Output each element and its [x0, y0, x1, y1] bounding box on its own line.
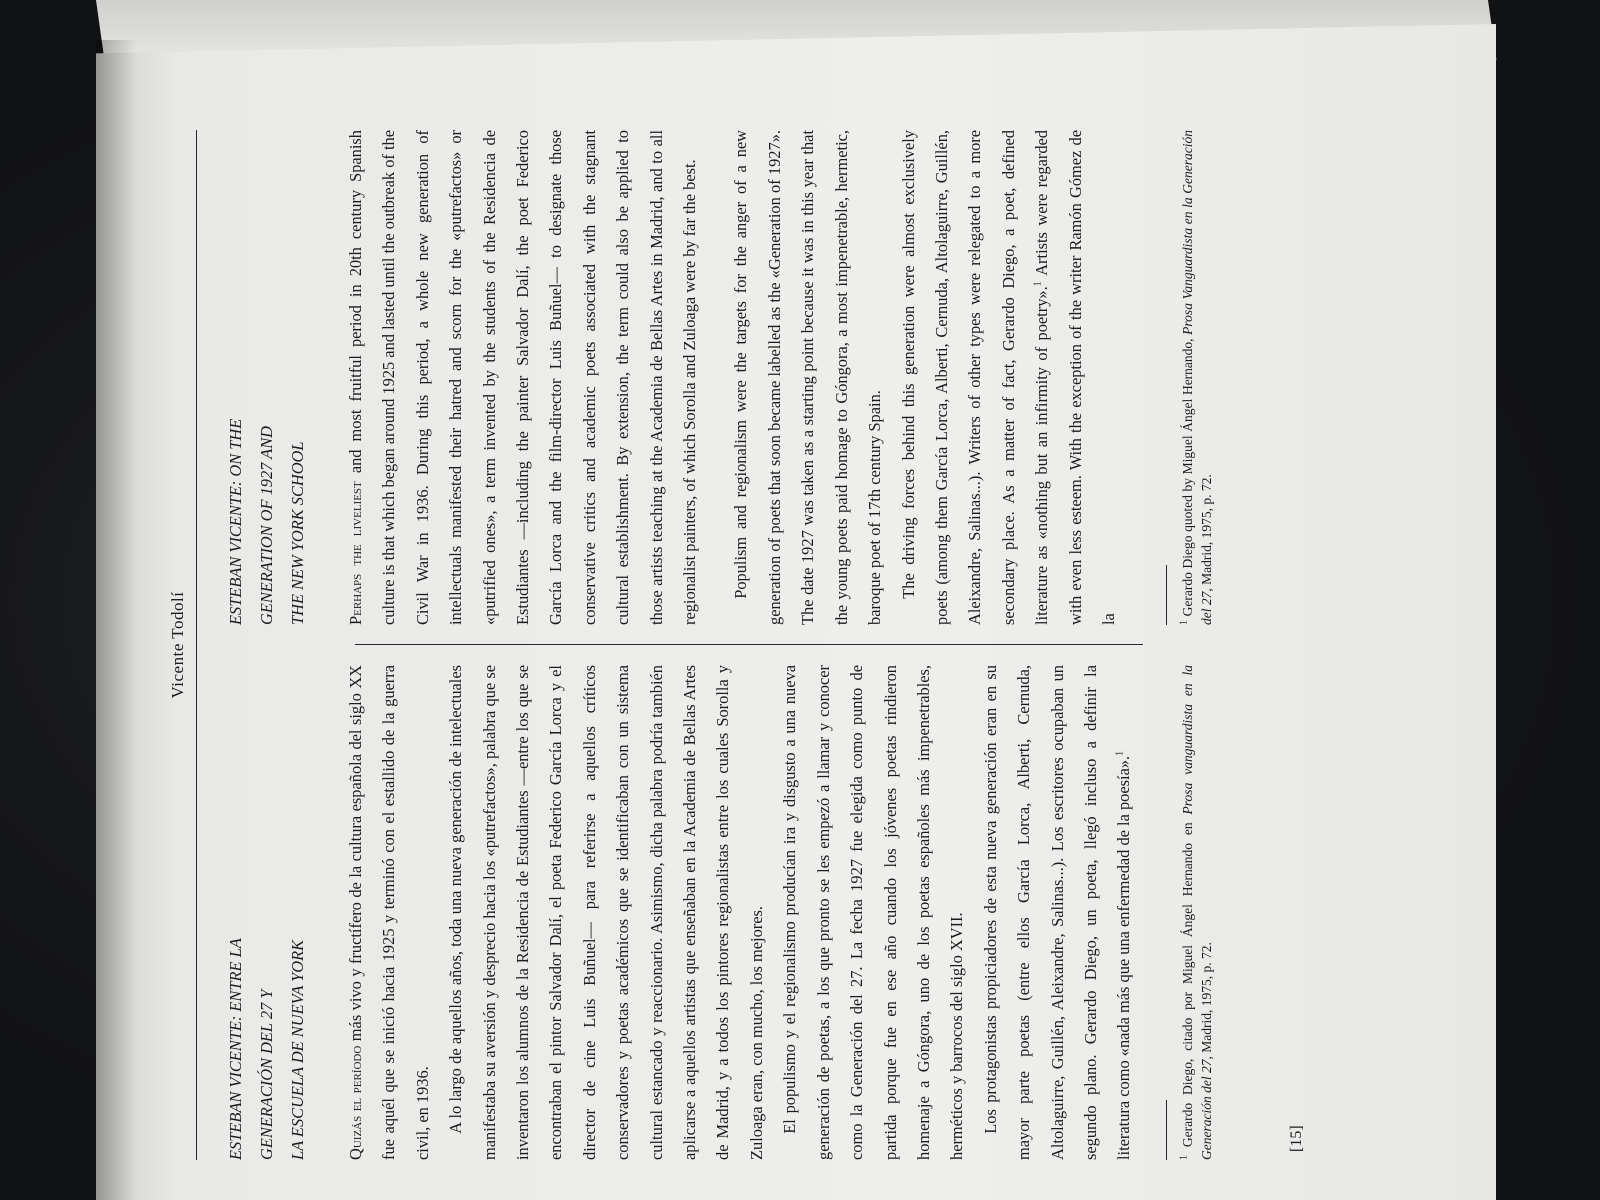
english-paragraph — [892, 130, 1126, 625]
spanish-title-line: GENERACIÓN DEL 27 Y — [257, 989, 276, 1160]
footnote-number: 1 — [1178, 620, 1190, 625]
lead-in-small-caps: Quizás el período — [346, 1045, 365, 1160]
header-rule — [196, 130, 197, 1160]
english-paragraph: Populism and regionalism were the targets for the anger of a new generation of poets that soon became labelled as the «Generation of 1927». The date 1927 was taken as a starting point because it was in this year that the young poets paid homage to Góngora, a most impenetrable, hermetic, baroque poet of 17th century Spain. — [731, 130, 885, 625]
spanish-paragraph — [974, 665, 1141, 1160]
footnote-marker: 1 — [1114, 750, 1126, 756]
page-number: [15] — [1288, 1125, 1305, 1152]
lead-in-small-caps: Perhaps the liveliest — [346, 481, 365, 625]
spanish-paragraph: El populismo y el regionalismo producían ira y disgusto a una nueva generación de poetas, a los que pronto se les empezó a llamar y conocer como la Generación del 27. La fecha 1927 fue elegida como punto de partida porque fue en ese año cuando los jóvenes poetas rindieron homenaje a Góngora, uno de los poetas españoles más impenetrables, herméticos y barrocos del siglo XVII. — [780, 665, 967, 1160]
footnote-title: Prosa Vanguardista en la Generación del 27 — [1180, 130, 1214, 625]
footnote-rule — [1166, 565, 1167, 625]
english-title-line: THE NEW YORK SCHOOL — [288, 441, 307, 625]
footnote-text: , Madrid, 1975, p. 72. — [1199, 942, 1214, 1060]
footnote-text: , Madrid, 1975, p. 72. — [1199, 474, 1214, 592]
english-column — [220, 130, 1125, 625]
paragraph-text: Los protagonistas propiciadores de esta nueva generación eran en su mayor parte poetas (entre ellos García Lorca, Alberti, Cernuda, Altolaguirre, Guillén, Aleixandre, Salinas...). Los escritores ocupaban un segundo plano. Gerardo Diego, un poeta, llegó incluso a definir la literatura como «nada más que una enfermedad de la poesía». — [980, 665, 1134, 1160]
footnote-number: 1 — [1178, 1155, 1190, 1160]
spanish-title-line: ESTEBAN VICENTE: ENTRE LA — [226, 938, 245, 1160]
english-title-line: GENERATION OF 1927 AND — [257, 426, 276, 625]
footnote-text: Gerardo Diego, citado por Miguel Ángel Hernando en — [1180, 814, 1195, 1155]
english-footnote — [1178, 130, 1216, 625]
footnote-text: Gerardo Diego quoted by Miguel Ángel Hernando, — [1180, 334, 1195, 620]
printed-page-content — [100, 80, 1400, 1160]
paragraph-text: Artists were regarded with even less esteem. With the exception of the writer Ramón Gómez de la — [1032, 130, 1118, 625]
spanish-column — [220, 665, 1141, 1160]
footnote-title: Prosa vanguardista en la Generación del 27 — [1180, 665, 1214, 1160]
column-divider — [355, 644, 1143, 645]
spanish-title — [220, 665, 313, 1160]
running-header-author: Vicente Todolí — [168, 591, 187, 699]
spanish-paragraph — [339, 665, 439, 1160]
footnote-marker: 1 — [1032, 281, 1044, 287]
footnote-rule — [1166, 1100, 1167, 1160]
english-title-line: ESTEBAN VICENTE: ON THE — [226, 418, 245, 625]
paragraph-text: and most fruitful period in 20th century Spanish culture is that which began around 1925 and lasted until the outbreak of the Civil War in 1936. During this period, a whole new generation of intellectuals manifested their hatred and scorn for the «putrefactos» or «putrified ones», a term invented by the students of the Residencia de Estudiantes —including the painter Salvador Dalí, the poet Federico García Lorca and the film-director Luis Buñuel— to designate those conservative critics and academic poets associated with the stagnant cultural establishment. By extension, the term could also be applied to those artists teaching at the Academia de Bellas Artes in Madrid, and to all regionalist painters, of which Sorolla and Zuloaga were by far the best. — [346, 129, 700, 625]
paragraph-text: más vivo y fructífero de la cultura española del siglo XX fue aquél que se inició hacia 1925 y terminó con el estallido de la guerra civil, en 1936. — [346, 665, 432, 1160]
spanish-title-line: LA ESCUELA DE NUEVA YORK — [288, 939, 307, 1160]
spanish-footnote — [1178, 665, 1216, 1160]
english-title — [220, 130, 313, 625]
paragraph-text: The driving forces behind this generation were almost exclusively poets (among them García Lorca, Alberti, Cernuda, Altolaguirre, Guillén, Aleixandre, Salinas...). Writers of other types were relegated to a more secondary place. As a matter of fact, Gerardo Diego, a poet, defined literature as «nothing but an infirmity of poetry». — [898, 130, 1052, 625]
english-paragraph — [339, 130, 706, 625]
spanish-paragraph: A lo largo de aquellos años, toda una nueva generación de intelectuales manifestaba su aversión y desprecio hacia los «putrefactos», palabra que se inventaron los alumnos de la Residencia de Estudiantes —entre los que se encontraban el pintor Salvador Dalí, el poeta Federico García Lorca y el director de cine Luis Buñuel— para referirse a aquellos críticos conservadores y poetas académicos que se identificaban con un sistema cultural estancado y reaccionario. Asimismo, dicha palabra podría también aplicarse a aquellos artistas que enseñaban en la Academia de Bellas Artes de Madrid, y a todos los pintores regionalistas entre los cuales Sorolla y Zuloaga eran, con mucho, los mejores. — [446, 665, 766, 1160]
